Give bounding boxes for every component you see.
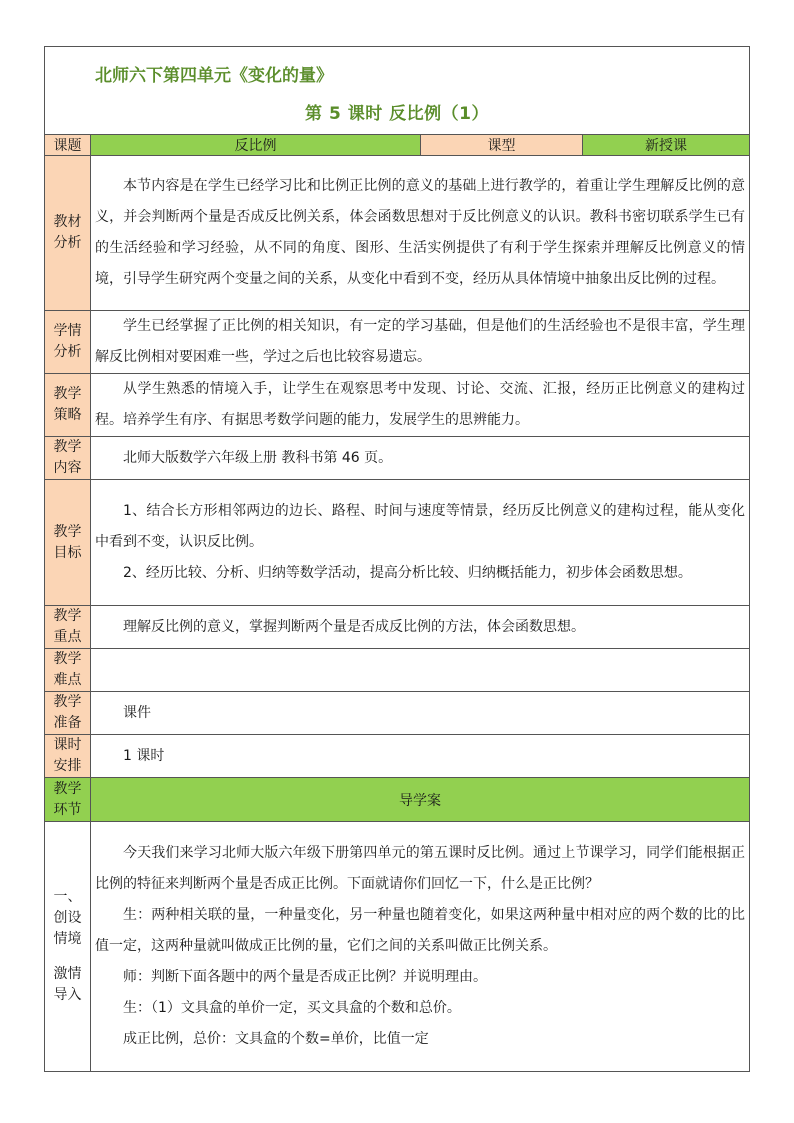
row-label-goals: 教学 目标 (45, 480, 91, 606)
type-value: 新授课 (583, 135, 750, 156)
row-label-strategy: 教学 策略 (45, 374, 91, 437)
section-header: 导学案 (91, 778, 750, 822)
row-label-key: 教学 重点 (45, 606, 91, 649)
textbook-analysis: 本节内容是在学生已经学习比和比例正比例的意义的基础上进行教学的，着重让学生理解反比例的意义，并会判断两个量是否成反比例关系，体会函数思想对于反比例意义的认识。教科书密切联系学生已有的生活经验和学习经验，从不同的角度、图形、生活实例提供了有利于学生探索并理解反比例意义的情境，引导学生研究两个变量之间的关系，从变化中看到不变，经历从具体情境中抽象出反比例的过程。 (91, 156, 750, 311)
title-cell (45, 47, 750, 135)
lesson-title: 第 5 课时 反比例（1） (305, 104, 489, 124)
teaching-strategy: 从学生熟悉的情境入手，让学生在观察思考中发现、讨论、交流、汇报，经历正比例意义的建构过程。培养学生有序、有据思考数学问题的能力，发展学生的思辨能力。 (91, 374, 750, 437)
lesson-plan-table (44, 46, 750, 1072)
row-label-difficulty: 教学 难点 (45, 649, 91, 692)
row-label-prep: 教学 准备 (45, 692, 91, 735)
topic-value: 反比例 (91, 135, 421, 156)
intro-content: 今天我们来学习北师大版六年级下册第四单元的第五课时反比例。通过上节课学习，同学们能根据正比例的特征来判断两个量是否成正比例。下面就请你们回忆一下，什么是正比例？ 生：两种相关联的量，一种量变化，另一种量也随着变化，如果这两种量中相对应的两个数的比的比值一定，这两种量就叫做成正比例的量，它们之间的关系叫做正比例关系。 师：判断下面各题中的两个量是否成正比例？并说明理由。 生：（1）文具盒的单价一定，买文具盒的个数和总价。 成正比例，总价：文具盒的个数=单价，比值一定 (91, 822, 750, 1072)
series-title: 北师六下第四单元《变化的量》 (95, 66, 333, 86)
teaching-content: 北师大版数学六年级上册 教科书第 46 页。 (91, 437, 750, 480)
row-label-content: 教学 内容 (45, 437, 91, 480)
student-analysis: 学生已经掌握了正比例的相关知识，有一定的学习基础，但是他们的生活经验也不是很丰富，学生理解反比例相对要困难一些，学过之后也比较容易遗忘。 (91, 311, 750, 374)
topic-label: 课题 (45, 135, 91, 156)
class-time: 1 课时 (91, 735, 750, 778)
teaching-preparation: 课件 (91, 692, 750, 735)
teaching-difficulty (91, 649, 750, 692)
row-label-students: 学情 分析 (45, 311, 91, 374)
row-label-intro: 一、 创设 情境 激情 导入 (45, 822, 91, 1072)
row-label-section: 教学 环节 (45, 778, 91, 822)
teaching-key-point: 理解反比例的意义，掌握判断两个量是否成反比例的方法，体会函数思想。 (91, 606, 750, 649)
row-label-time: 课时 安排 (45, 735, 91, 778)
teaching-goals: 1、结合长方形相邻两边的边长、路程、时间与速度等情景，经历反比例意义的建构过程，能从变化中看到不变，认识反比例。 2、经历比较、分析、归纳等数学活动，提高分析比较、归纳概括能力，初步体会函数思想。 (91, 480, 750, 606)
lesson-plan (44, 46, 749, 1067)
type-label: 课型 (421, 135, 583, 156)
row-label-textbook: 教材 分析 (45, 156, 91, 311)
